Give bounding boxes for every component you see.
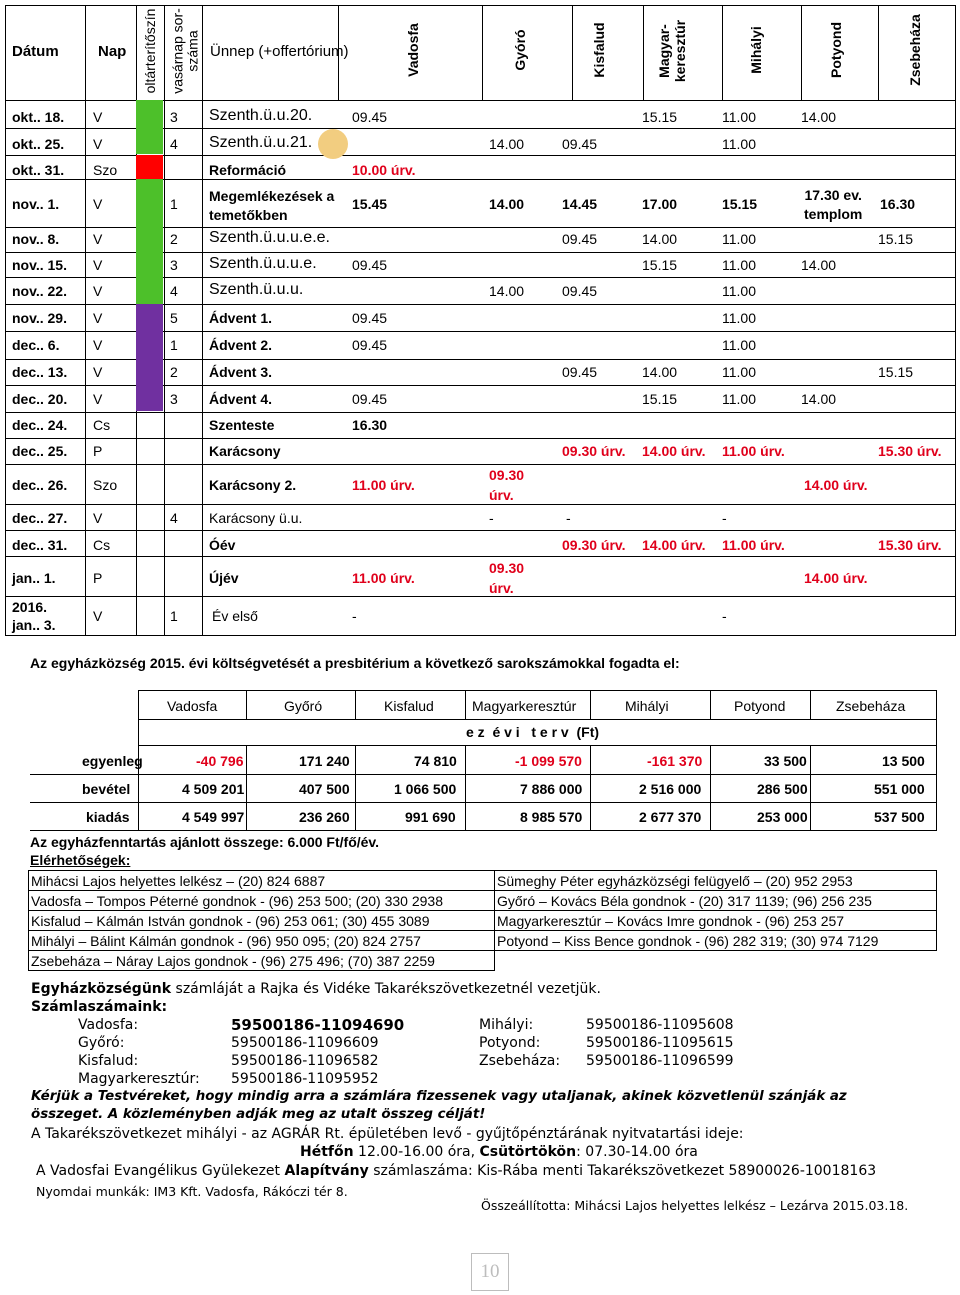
account-name: Kisfalud:: [78, 1053, 139, 1069]
grid-line: [138, 745, 937, 746]
grid-line: [355, 745, 356, 830]
row-time: 16.30: [352, 417, 388, 433]
row-feast: Szenteste: [209, 417, 275, 433]
grid-line: [30, 774, 937, 775]
row-date: nov.. 1.: [12, 196, 60, 212]
account-number: 59500186-11096599: [586, 1053, 734, 1069]
row-feast: Szenth.ü.u.u.e.: [209, 255, 317, 272]
row-date: dec.. 20.: [12, 391, 68, 407]
row-time-gyoro: 09.30 úrv.: [489, 560, 525, 596]
budget-value: -40 796: [196, 753, 244, 769]
accounts-title: Számlaszámaink:: [31, 999, 168, 1015]
row-feast: Szenth.ü.u.u.: [209, 281, 304, 298]
highlight-dot: [318, 129, 348, 159]
account-name: Mihályi:: [479, 1017, 534, 1033]
header-vasarnap: vasárnap sor- száma: [169, 8, 201, 94]
row-time: 11.00: [722, 364, 756, 380]
budget-value: 4 549 997: [182, 809, 245, 825]
row-time: 14.00: [489, 196, 525, 212]
row-time: 15.15: [642, 257, 678, 273]
budget-subheader: e z é v i t e r v (Ft): [466, 724, 600, 740]
recommended-amount: Az egyházfenntartás ajánlott összege: 6.000 Ft/fő/év.: [30, 834, 380, 850]
budget-value: 286 500: [757, 781, 808, 797]
row-time: 14.00 úrv.: [804, 570, 868, 586]
altar-color-green: [136, 179, 163, 305]
budget-value: 74 810: [414, 753, 457, 769]
row-time: 11.00 úrv.: [722, 537, 785, 553]
grid-line: [355, 690, 356, 719]
payment-request: Kérjük a Testvéreket, hogy mindig arra a számlára fizessenek vagy utaljanak, akinek közvetlenül szánják az: [31, 1089, 847, 1104]
budget-value: 33 500: [764, 753, 807, 769]
row-time: 15.15: [878, 364, 914, 380]
budget-value: -1 099 570: [515, 753, 582, 769]
row-potyond-note: 17.30 ev. templom: [804, 187, 863, 222]
budget-col-magyarkeresztur: Magyarkeresztúr: [472, 698, 577, 714]
budget-col-zsebehaza: Zsebeháza: [836, 698, 906, 714]
row-time: 09.45: [562, 231, 598, 247]
row-time: 14.00 úrv.: [804, 477, 868, 493]
row-num: 5: [170, 310, 178, 326]
row-date: dec.. 26.: [12, 477, 68, 493]
header-potyond: Potyond: [828, 22, 844, 78]
grid-line: [710, 690, 711, 719]
contact-entry: Mihályi – Bálint Kálmán gondnok - (96) 950 095; (20) 824 2757: [31, 933, 421, 949]
account-number: 59500186-11095615: [586, 1035, 734, 1051]
row-time: 15.45: [352, 196, 388, 212]
row-time: 15.30 úrv.: [878, 537, 942, 553]
grid-line: [810, 690, 811, 719]
row-num: 1: [170, 196, 178, 212]
contact-entry: Kisfalud – Kálmán István gondnok - (96) 253 061; (30) 455 3089: [31, 913, 430, 929]
budget-value: 2 516 000: [639, 781, 702, 797]
row-time: -: [352, 608, 357, 624]
row-time: 09.45: [352, 257, 388, 273]
row-time: 15.15: [722, 196, 758, 212]
budget-value: -161 370: [647, 753, 703, 769]
row-day: Szo: [93, 162, 118, 178]
row-date: nov.. 15.: [12, 257, 67, 273]
row-time: 09.45: [562, 136, 598, 152]
budget-col-vadosfa: Vadosfa: [167, 698, 218, 714]
row-time: 11.00: [722, 391, 756, 407]
row-time: 09.45: [562, 364, 598, 380]
grid-line: [28, 930, 937, 931]
row-time: 09.30 úrv.: [562, 443, 626, 459]
budget-value: 253 000: [757, 809, 808, 825]
row-date: dec.. 6.: [12, 337, 60, 353]
grid-line: [494, 870, 495, 970]
row-time: 11.00: [722, 337, 756, 353]
header-zsebehaza: Zsebeháza: [907, 14, 923, 86]
altar-color-purple: [136, 304, 163, 411]
row-time: 09.45: [352, 109, 388, 125]
contact-entry: Magyarkeresztúr – Kovács Imre gondnok - (96) 253 257: [497, 913, 845, 929]
row-day: V: [93, 364, 103, 380]
row-date: nov.. 22.: [12, 283, 67, 299]
row-time: 14.00: [489, 136, 525, 152]
row-time: 14.00 úrv.: [642, 443, 706, 459]
header-gyoro: Gyóró: [512, 29, 528, 71]
row-feast: Ádvent 1.: [209, 310, 273, 326]
office-hours: Hétfőn 12.00-16.00 óra, Csütörtökön: 07.30-14.00 óra: [300, 1144, 698, 1160]
payment-request: összeget. A közleményben adják meg az utalt összeg célját!: [31, 1107, 486, 1122]
row-time: 14.00: [642, 364, 678, 380]
row-time: 15.30 úrv.: [878, 443, 942, 459]
row-day: V: [93, 231, 103, 247]
altar-color-red: [136, 155, 163, 182]
account-name: Vadosfa:: [78, 1017, 139, 1033]
header-unnep: Ünnep (+offertórium): [210, 43, 349, 60]
grid-line: [138, 690, 937, 691]
grid-line: [465, 745, 466, 830]
row-time: -: [722, 608, 727, 624]
foundation-info: A Vadosfai Evangélikus Gyülekezet Alapítvány számlaszáma: Kis-Rába menti Takarékszövetkezet 58900026-10018163: [36, 1163, 877, 1179]
row-num: 1: [170, 337, 178, 353]
row-date: dec.. 24.: [12, 417, 68, 433]
row-time: -: [489, 510, 494, 526]
contacts-title: Elérhetőségek:: [30, 852, 131, 868]
budget-value: 991 690: [405, 809, 456, 825]
row-num: 2: [170, 364, 178, 380]
row-time: 14.00: [642, 231, 678, 247]
row-time: 11.00 úrv.: [352, 570, 415, 586]
row-day: V: [93, 310, 103, 326]
budget-row-label: egyenleg: [82, 753, 143, 769]
row-feast: Ádvent 4.: [209, 391, 273, 407]
account-name: Potyond:: [479, 1035, 541, 1051]
row-time: 09.30 úrv.: [562, 537, 626, 553]
row-day: V: [93, 136, 103, 152]
row-feast: Szenth.ü.u.u.e.e.: [209, 229, 330, 246]
header-magyarkeresztur: Magyar- keresztúr: [656, 19, 688, 83]
row-feast: Újév: [209, 570, 239, 586]
row-date: dec.. 31.: [12, 537, 68, 553]
row-feast: Szenth.ü.u.21.: [209, 134, 313, 151]
row-time: 09.45: [562, 283, 598, 299]
row-feast: Szenth.ü.u.20.: [209, 107, 313, 124]
budget-col-mihalyi: Mihályi: [625, 698, 669, 714]
row-date: jan.. 1.: [12, 570, 56, 586]
row-day: Cs: [93, 537, 111, 553]
row-feast: Reformáció: [209, 162, 287, 178]
contact-entry: Vadosfa – Tompos Péterné gondnok - (96) 253 500; (20) 330 2938: [31, 893, 443, 909]
row-num: 4: [170, 283, 178, 299]
row-date: nov.. 8.: [12, 231, 60, 247]
row-date: dec.. 25.: [12, 443, 68, 459]
budget-value: 4 509 201: [182, 781, 245, 797]
row-time: 09.45: [352, 391, 388, 407]
row-feast: Ádvent 2.: [209, 337, 273, 353]
grid-line: [28, 950, 937, 951]
contact-entry: Potyond – Kiss Bence gondnok - (96) 282 319; (30) 974 7129: [497, 933, 879, 949]
grid-line: [28, 870, 937, 871]
compiled-by: Összeállította: Mihácsi Lajos helyettes lelkész – Lezárva 2015.03.18.: [481, 1198, 909, 1213]
row-date: okt.. 18.: [12, 109, 65, 125]
row-day: V: [93, 283, 103, 299]
row-num: 1: [170, 608, 178, 624]
budget-col-gyoro: Győró: [284, 698, 323, 714]
grid-line: [936, 870, 937, 950]
budget-value: 171 240: [299, 753, 350, 769]
budget-value: 2 677 370: [639, 809, 702, 825]
account-number: 59500186-11095608: [586, 1017, 734, 1033]
office-info: A Takarékszövetkezet mihályi - az AGRÁR Rt. épületében levő - gyűjtőpénztárának nyitvatartási ideje:: [31, 1126, 744, 1142]
row-day: V: [93, 109, 103, 125]
account-name: Magyarkeresztúr:: [78, 1071, 200, 1087]
row-day: V: [93, 257, 103, 273]
budget-row-label: kiadás: [86, 809, 130, 825]
row-time: 15.15: [878, 231, 914, 247]
budget-col-potyond: Potyond: [734, 698, 786, 714]
grid-line: [30, 802, 937, 803]
row-date: 2016. jan.. 3.: [12, 599, 56, 633]
row-day: V: [93, 510, 103, 526]
row-day: V: [93, 391, 103, 407]
row-time: 09.45: [352, 310, 388, 326]
row-feast: Karácsony ü.u.: [209, 510, 303, 526]
row-feast: Óév: [209, 537, 236, 553]
budget-intro: Az egyházközség 2015. évi költségvetését a presbitérium a következő sarokszámokkal fogadta el:: [30, 655, 680, 671]
grid-line: [138, 719, 937, 720]
row-day: P: [93, 570, 103, 586]
row-time: 16.30: [880, 196, 916, 212]
account-number: 59500186-11094690: [231, 1016, 405, 1034]
row-day: P: [93, 443, 103, 459]
row-date: nov.. 29.: [12, 310, 67, 326]
row-num: 3: [170, 391, 178, 407]
row-time: 11.00 úrv.: [352, 477, 415, 493]
row-date: okt.. 31.: [12, 162, 65, 178]
header-oltarteritoszin: oltárterítőszín: [142, 8, 158, 94]
row-num: 4: [170, 136, 178, 152]
row-time: 17.00: [642, 196, 678, 212]
contact-entry: Mihácsi Lajos helyettes lelkész – (20) 824 6887: [31, 873, 326, 889]
grid-line: [246, 690, 247, 719]
row-time: 14.00: [801, 109, 837, 125]
row-date: dec.. 27.: [12, 510, 68, 526]
contact-entry: Győró – Kovács Béla gondnok - (20) 317 1139; (96) 256 235: [497, 893, 872, 909]
grid-line: [246, 745, 247, 830]
row-feast: Karácsony: [209, 443, 281, 459]
grid-line: [710, 745, 711, 830]
grid-line: [28, 890, 937, 891]
budget-value: 537 500: [874, 809, 925, 825]
budget-value: 1 066 500: [394, 781, 457, 797]
header-mihalyi: Mihályi: [748, 26, 764, 74]
grid-line: [28, 970, 495, 971]
grid-line: [28, 910, 937, 911]
row-day: V: [93, 196, 103, 212]
row-feast: Év első: [212, 608, 258, 624]
grid-line: [30, 830, 937, 831]
budget-value: 236 260: [299, 809, 350, 825]
grid-line: [590, 690, 591, 719]
header-nap: Nap: [98, 43, 127, 60]
row-time-gyoro: 09.30 úrv.: [489, 467, 525, 503]
row-day: Szo: [93, 477, 118, 493]
row-feast: Ádvent 3.: [209, 364, 273, 380]
row-num: 3: [170, 257, 178, 273]
grid-line: [936, 690, 937, 830]
budget-col-kisfalud: Kisfalud: [384, 698, 434, 714]
row-time: 10.00 úrv.: [352, 162, 416, 178]
account-number: 59500186-11095952: [231, 1071, 379, 1087]
row-time: 14.00 úrv.: [642, 537, 706, 553]
contact-entry: Zsebeháza – Náray Lajos gondnok - (96) 275 496; (70) 387 2259: [31, 953, 435, 969]
budget-value: 551 000: [874, 781, 925, 797]
row-time: 14.00: [489, 283, 525, 299]
grid-line: [28, 870, 29, 970]
row-day: V: [93, 337, 103, 353]
row-time: -: [566, 510, 571, 526]
row-time: 11.00: [722, 283, 756, 299]
bank-intro: Egyházközségünk számláját a Rajka és Vidéke Takarékszövetkezetnél vezetjük.: [31, 981, 601, 997]
row-time: 11.00: [722, 257, 756, 273]
header-datum: Dátum: [12, 43, 59, 60]
row-num: 4: [170, 510, 178, 526]
row-date: dec.. 13.: [12, 364, 68, 380]
printer-credit: Nyomdai munkák: IM3 Kft. Vadosfa, Rákóczi tér 8.: [36, 1184, 348, 1199]
page-number: 10: [471, 1253, 509, 1291]
row-num: 2: [170, 231, 178, 247]
row-feast: Karácsony 2.: [209, 477, 297, 493]
row-time: -: [722, 510, 727, 526]
row-time: 14.45: [562, 196, 598, 212]
header-vadosfa: Vadosfa: [405, 23, 421, 77]
grid-line: [465, 690, 466, 719]
account-name: Zsebeháza:: [479, 1053, 561, 1069]
row-time: 14.00: [801, 391, 837, 407]
header-kisfalud: Kisfalud: [591, 22, 607, 78]
grid-line: [590, 745, 591, 830]
contact-entry: Sümeghy Péter egyházközségi felügyelő – (20) 952 2953: [497, 873, 853, 889]
account-number: 59500186-11096582: [231, 1053, 379, 1069]
row-time: 15.15: [642, 391, 678, 407]
row-day: V: [93, 608, 103, 624]
row-time: 09.45: [352, 337, 388, 353]
row-date: okt.. 25.: [12, 136, 65, 152]
account-name: Győró:: [78, 1035, 125, 1051]
row-day: Cs: [93, 417, 111, 433]
altar-color-green: [136, 100, 163, 154]
row-time: 11.00 úrv.: [722, 443, 785, 459]
grid-line: [810, 745, 811, 830]
budget-value: 7 886 000: [520, 781, 583, 797]
account-number: 59500186-11096609: [231, 1035, 379, 1051]
row-time: 14.00: [801, 257, 837, 273]
row-time: 11.00: [722, 231, 756, 247]
row-time: 11.00: [722, 136, 756, 152]
budget-row-label: bevétel: [82, 781, 131, 797]
budget-value: 13 500: [882, 753, 925, 769]
row-time: 11.00: [722, 109, 756, 125]
budget-value: 8 985 570: [520, 809, 583, 825]
row-num: 3: [170, 109, 178, 125]
row-time: 15.15: [642, 109, 678, 125]
budget-value: 407 500: [299, 781, 350, 797]
row-feast: Megemlékezések a temetőkben: [209, 188, 335, 223]
row-time: 11.00: [722, 310, 756, 326]
